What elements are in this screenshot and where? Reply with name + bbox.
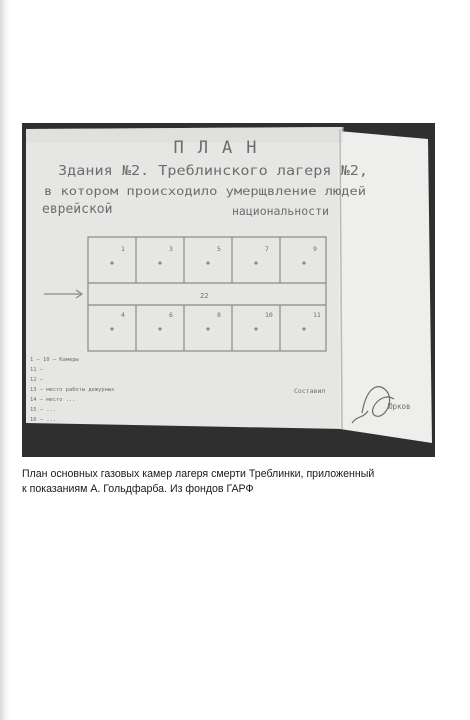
figure-caption — [22, 467, 442, 497]
plan-heading-line3-right: национальности — [232, 204, 329, 218]
room-number: 3 — [169, 245, 173, 253]
corridor-label: 22 — [200, 292, 209, 300]
caption-line: План основных газовых камер лагеря смерти Треблинки, приложенный — [22, 468, 375, 480]
legend-item: 16 — ... — [30, 417, 56, 423]
legend-item: 11 — — [30, 367, 43, 373]
caption-line: к показаниям А. Гольдфарба. Из фондов ГАРФ — [22, 483, 254, 495]
legend-item: 14 — место ... — [30, 397, 76, 403]
room-number: 8 — [217, 311, 221, 319]
room-number: 9 — [313, 245, 317, 253]
plan-heading-line2: в котором происходило умерщвление людей — [44, 184, 366, 198]
legend-item: 12 — — [30, 377, 43, 383]
legend-item: 15 — ... — [30, 407, 56, 413]
plan-heading-line3-left: еврейской — [42, 202, 113, 217]
room-number: 5 — [217, 245, 221, 253]
legend-item: 1 — 10 — Камеры — [30, 357, 79, 363]
room-number: 6 — [169, 311, 173, 319]
plan-heading-line1: Здания №2. Треблинского лагеря №2, — [58, 163, 368, 179]
room-number: 1 — [121, 245, 125, 253]
page-edge — [0, 0, 10, 720]
room-number: 4 — [121, 311, 125, 319]
legend-item: 13 — место работы дежурных — [30, 387, 115, 393]
room-number: 7 — [265, 245, 269, 253]
plan-title: ПЛАН — [173, 138, 271, 158]
archival-plan-photo — [22, 123, 435, 457]
room-number: 11 — [313, 311, 321, 319]
compiled-by-label: Составил — [294, 387, 326, 395]
room-number: 10 — [265, 311, 273, 319]
signature-name: Юрков — [388, 402, 411, 411]
plan-sheet — [22, 123, 435, 457]
